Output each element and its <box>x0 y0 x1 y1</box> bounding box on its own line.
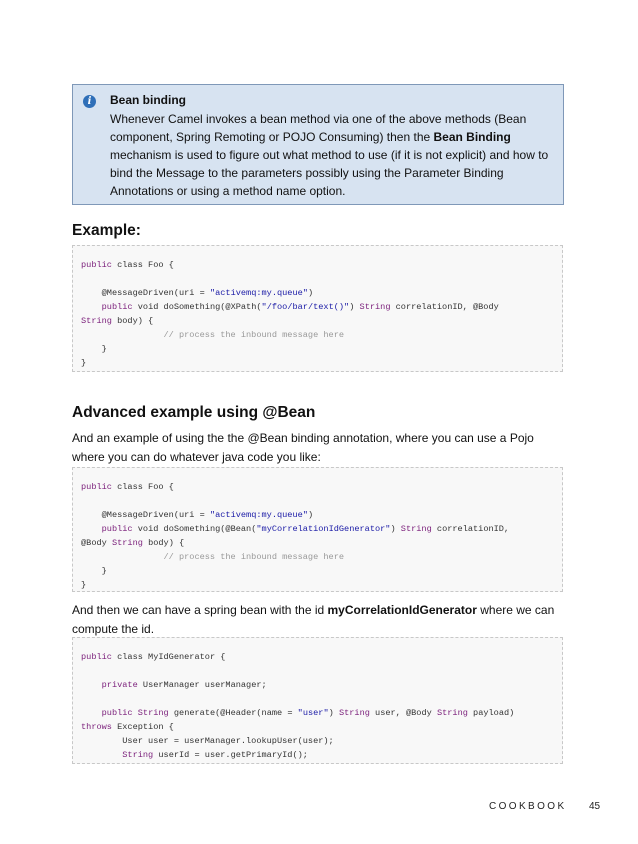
info-icon: i <box>83 95 96 108</box>
code-line: public void doSomething(@Bean("myCorrelationIdGenerator") String correlationID, <box>101 524 510 534</box>
advanced-paragraph: And an example of using the the @Bean binding annotation, where you can use a Pojo where you can do whatever java code you like: <box>72 431 534 464</box>
callout-bold-term: Bean Binding <box>433 130 511 144</box>
code-line: String userId = user.getPrimaryId(); <box>122 750 308 760</box>
code-line: @MessageDriven(uri = "activemq:my.queue") <box>81 510 314 520</box>
code-line: } <box>81 358 87 368</box>
code-line: private UserManager userManager; <box>101 680 267 690</box>
code-line: // process the inbound message here <box>163 552 345 562</box>
page-number: 45 <box>589 801 601 812</box>
callout-title: Bean binding <box>110 93 186 107</box>
code-line: User user = userManager.lookupUser(user); <box>81 736 334 746</box>
code-block-example <box>72 245 563 372</box>
code-line: // process the inbound message here <box>163 330 345 340</box>
footer-section-label: COOKBOOK <box>489 801 567 812</box>
code-line: String body) { <box>81 316 154 326</box>
code-line: throws Exception { <box>81 722 174 732</box>
code-line: public class MyIdGenerator { <box>81 652 226 662</box>
code-line: } <box>81 580 87 590</box>
spring-bean-paragraph: And then we can have a spring bean with the id myCorrelationIdGenerator where we can compute the id. <box>72 603 555 636</box>
code-line: public class Foo { <box>81 260 174 270</box>
advanced-heading: Advanced example using @Bean <box>72 404 316 421</box>
info-callout <box>72 84 564 205</box>
code-block-generator <box>72 637 563 764</box>
callout-text-part: mechanism is used to figure out what method to use (if it is not explicit) and how to bind the Message to the parameters possibly using the Parameter Binding Annotations or using a method name option. <box>110 148 549 198</box>
code-line: public String generate(@Header(name = "user") String user, @Body String payload) <box>101 708 515 718</box>
code-line: } <box>81 566 107 576</box>
example-heading: Example: <box>72 222 141 239</box>
callout-text-part: Whenever Camel invokes a bean method via one of the above methods (Bean component, Spring Remoting or POJO Consuming) then the <box>110 112 527 144</box>
callout-text <box>110 110 550 200</box>
code-line: @Body String body) { <box>81 538 185 548</box>
code-line: public void doSomething(@XPath("/foo/bar/text()") String correlationID, @Body <box>101 302 499 312</box>
code-line: public class Foo { <box>81 482 174 492</box>
code-block-bean <box>72 467 563 592</box>
code-line: @MessageDriven(uri = "activemq:my.queue") <box>81 288 314 298</box>
code-line: } <box>81 344 107 354</box>
